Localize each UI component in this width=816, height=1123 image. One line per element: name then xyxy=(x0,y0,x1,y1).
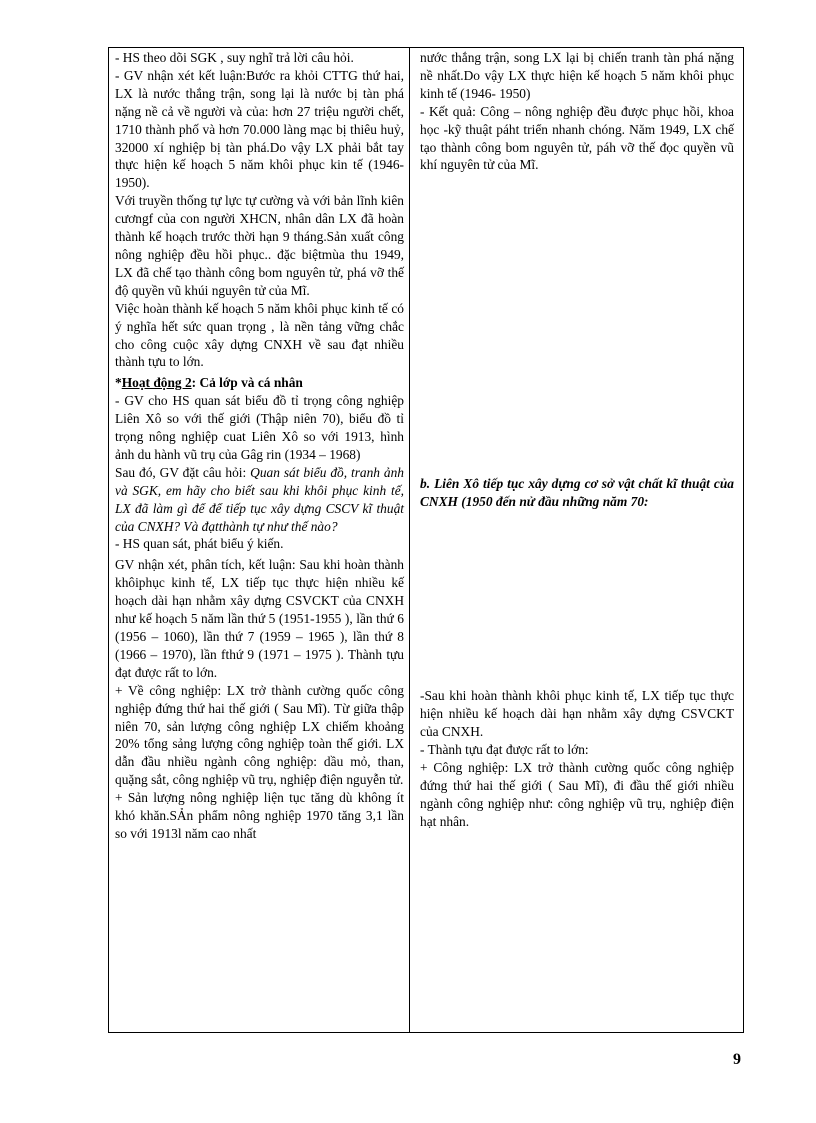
paragraph: + Công nghiệp: LX trở thành cường quốc công nghiệp đứng thứ hai thế giới ( Sau Mĩ), đi đầu thế giới nhiều ngành công nghiệp như: công nghiệp vũ trụ, nghiệp điện hạt nhân. xyxy=(420,759,734,829)
paragraph: GV nhận xét, phân tích, kết luận: Sau khi hoàn thành khôiphục kinh tế, LX tiếp tục thực hiện nhiều kế hoạch dài hạn nhằm xây dựng CSVCKT của CNXH như kế hoạch 5 năm lần thứ 5 (1951-1955 ), lần thứ 6 (1956 – 1060), lần thứ 7 (1959 – 1965 ), lần thứ 8 (1966 – 1970), lần fthứ 9 (1971 – 1975 ). Thành tựu đạt được rất to lớn. xyxy=(115,557,404,680)
activity-star: * xyxy=(115,375,122,391)
activity-title: Hoạt động 2 xyxy=(121,375,192,391)
section-heading: b. Liên Xô tiếp tục xây dựng cơ sở vật chất kĩ thuật của CNXH (1950 đến nử đầu những năm 70: xyxy=(420,476,734,510)
activity-heading xyxy=(115,374,404,392)
question-text: Quan sát biểu đồ, tranh ảnh và SGK, em hãy cho biết sau khi khôi phục kinh tế, LX đã làm gì để để tiếp tục xây dựng CSCV kĩ thuật của CNXH? Và đạtthành tự như thế nào? xyxy=(115,464,404,534)
paragraph: + Về công nghiệp: LX trở thành cường quốc công nghiệp đứng thứ hai thế giới ( Sau Mĩ). Từ giữa thập niên 70, sản lượng công nghiệp LX chiếm khoảng 20% tổng sảng lượng công nghiệp toàn thế giới. LX dẫn đầu nhiều ngành công nghiệp: dầu mỏ, than, quặng sắt, công nghiệp vũ trụ, nghiệp điện nguyễn tử. xyxy=(115,682,404,788)
content-table xyxy=(108,47,744,1033)
question-paragraph xyxy=(115,464,404,536)
paragraph: -Sau khi hoàn thành khôi phục kinh tế, LX tiếp tục thực hiện nhiều kế hoạch dài hạn nhằm xây dựng CSVCKT của CNXH. xyxy=(420,688,734,739)
paragraph: - HS quan sát, phát biểu ý kiến. xyxy=(115,536,284,552)
paragraph: - HS theo dõi SGK , suy nghĩ trả lời câu hỏi. xyxy=(115,50,354,65)
right-column xyxy=(410,48,743,1032)
paragraph: - Kết quả: Công – nông nghiệp đều được phục hồi, khoa học -kỹ thuật páht triển nhanh chóng. Năm 1949, LX chế tạo thành công bom nguyên tử, páh vỡ thế đọc quyền vũ khí nguyên tử của Mĩ. xyxy=(420,103,734,173)
paragraph: - Thành tựu đạt được rất to lớn: xyxy=(420,741,589,757)
paragraph: - GV cho HS quan sát biểu đồ tỉ trọng công nghiệp Liên Xô so với thế giới (Thập niên 70), biểu đồ tỉ trọng nông nghiệp cuat Liên Xô so với 1913, hình ảnh du hành vũ trụ của Gâg rin (1934 – 1968) xyxy=(115,393,404,462)
paragraph: Với truyền thống tự lực tự cường và với bản lĩnh kiên cươngf của con người XHCN, nhân dân LX đã hoàn thành kế hoạch trước thời hạn 9 tháng.Sản xuất công nông nghiệp đều hồi phục.. đặc biệtmùa thu 1949, LX đã chế tạo thành công bom nguyên tử, phá vỡ thế độ quyền vũ khúi nguyên tử của Mĩ. xyxy=(115,193,404,298)
paragraph: nước thắng trận, song LX lại bị chiến tranh tàn phá nặng nề nhất.Do vậy LX thực hiện kế hoạch 5 năm khôi phục kinh tế (1946- 1950) xyxy=(420,50,734,101)
page-number: 9 xyxy=(733,1051,741,1068)
activity-subtitle: : Cả lớp và cá nhân xyxy=(191,375,303,391)
paragraph: Việc hoàn thành kế hoạch 5 năm khôi phục kinh tế có ý nghĩa hết sức quan trọng , là nền tảng vững chắc cho công cuộc xây dựng CNXH về sau đạt nhiều thành tựu to lớn. xyxy=(115,300,404,370)
paragraph: - GV nhận xét kết luận:Bước ra khỏi CTTG thứ hai, LX là nước thắng trận, song lại là nước bị tàn phá nặng nề cả về người và của: hơn 27 triệu người chết, 1710 thành phố và hơn 70.000 làng mạc bị thiêu huỷ, 32000 xí nghiệp bị tàn phá.Do vậy LX phải bắt tay thực hiện kế hoạch 5 năm khôi phục kin tế (1946-1950). xyxy=(115,67,404,191)
paragraph: + Sản lượng nông nghiệp liện tục tăng dù không ít khó khăn.SẢn phẩm nông nghiệp 1970 tăng 3,1 lần so với 1913l năm cao nhất xyxy=(115,790,404,841)
left-column xyxy=(109,48,410,1032)
question-lead: Sau đó, GV đặt câu hỏi: xyxy=(115,464,251,480)
